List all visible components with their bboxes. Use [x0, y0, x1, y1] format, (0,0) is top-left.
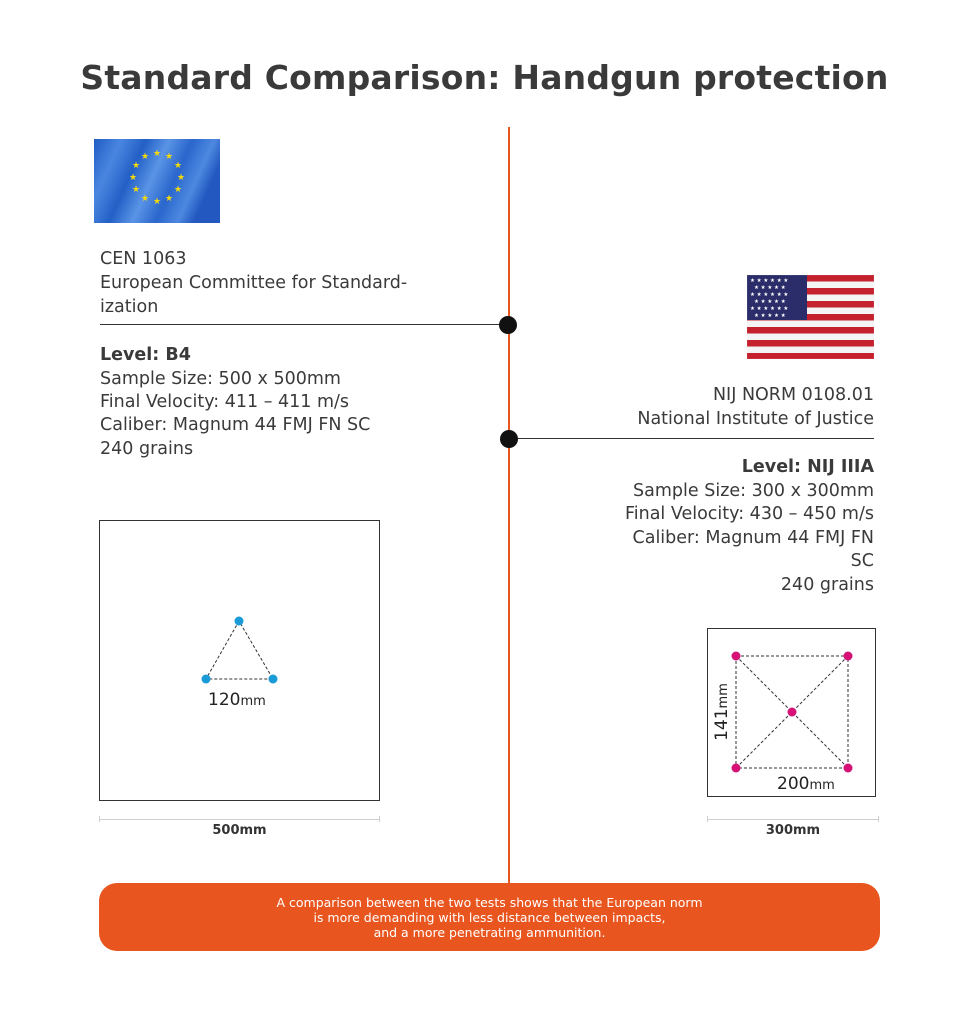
us-velocity: Final Velocity: 430 – 450 m/s [624, 504, 874, 524]
us-standard-code: NIJ NORM 0108.01 [712, 385, 874, 405]
us-impact-width-value: 200 [777, 774, 810, 794]
eu-organization-line1: European Committee for Standard- [100, 273, 408, 293]
us-impact-height-value: 141 [712, 708, 732, 741]
eu-scale-tick-left [99, 816, 100, 822]
us-level: Level: NIJ IIIA [741, 457, 874, 477]
svg-text:★: ★ [173, 161, 183, 171]
us-flag-icon [747, 275, 874, 359]
eu-standard-code: CEN 1063 [100, 249, 187, 269]
eu-scale-tick-right [379, 816, 380, 822]
eu-scale-line [99, 819, 380, 820]
svg-text:★: ★ [128, 173, 138, 183]
eu-grains: 240 grains [100, 439, 194, 459]
eu-impact-pattern [195, 612, 285, 688]
conclusion-line1: A comparison between the two tests shows that the European norm [276, 894, 703, 910]
eu-impact-point [202, 675, 211, 684]
us-impact-point [788, 708, 797, 717]
eu-impact-spacing-label [208, 690, 266, 710]
eu-impact-spacing-value: 120 [208, 690, 241, 710]
us-connector-dot [500, 430, 518, 448]
us-scale-tick-right [878, 816, 879, 822]
us-impact-point [844, 764, 853, 773]
eu-level: Level: B4 [100, 345, 191, 365]
us-impact-height-unit: mm [716, 683, 731, 709]
svg-text:★: ★ [164, 194, 174, 204]
svg-text:★ ★ ★ ★ ★: ★ ★ ★ ★ ★ [754, 313, 786, 319]
svg-text:★: ★ [131, 185, 141, 195]
us-connector-line [510, 438, 874, 439]
svg-text:★: ★ [173, 185, 183, 195]
eu-organization-line2: ization [100, 297, 159, 317]
us-sample-size: Sample Size: 300 x 300mm [633, 481, 874, 501]
us-impact-width-unit: mm [809, 778, 835, 793]
svg-text:★: ★ [176, 173, 186, 183]
us-impact-point [732, 652, 741, 661]
us-impact-point [732, 764, 741, 773]
eu-connector-dot [499, 316, 517, 334]
eu-velocity: Final Velocity: 411 – 411 m/s [100, 392, 350, 412]
svg-text:★ ★ ★ ★ ★ ★: ★ ★ ★ ★ ★ ★ [750, 278, 789, 284]
svg-text:★: ★ [152, 197, 162, 207]
svg-text:★ ★ ★ ★ ★ ★: ★ ★ ★ ★ ★ ★ [750, 292, 789, 298]
center-divider [508, 127, 510, 885]
eu-flag-icon [94, 139, 220, 223]
svg-text:★ ★ ★ ★ ★: ★ ★ ★ ★ ★ [754, 299, 786, 305]
conclusion-banner [99, 883, 880, 951]
us-scale-tick-left [707, 816, 708, 822]
conclusion-line2: is more demanding with less distance between impacts, [313, 909, 666, 925]
svg-text:★: ★ [131, 161, 141, 171]
svg-text:★: ★ [140, 152, 150, 162]
conclusion-line3: and a more penetrating ammunition. [373, 924, 606, 940]
svg-text:★: ★ [164, 152, 174, 162]
eu-impact-point [235, 617, 244, 626]
us-organization: National Institute of Justice [637, 409, 874, 429]
eu-impact-point [269, 675, 278, 684]
svg-text:★: ★ [152, 149, 162, 159]
us-grains: 240 grains [780, 575, 874, 595]
us-scale-line [707, 819, 879, 820]
eu-sample-width-label: 500mm [212, 823, 267, 838]
eu-connector-line [100, 324, 508, 325]
svg-text:★ ★ ★ ★ ★ ★: ★ ★ ★ ★ ★ ★ [750, 306, 789, 312]
us-impact-pattern [725, 646, 860, 778]
svg-text:★ ★ ★ ★ ★: ★ ★ ★ ★ ★ [754, 285, 786, 291]
us-impact-width-label [777, 774, 835, 794]
page-title: Standard Comparison: Handgun protection [80, 58, 889, 97]
eu-impact-spacing-unit: mm [240, 694, 266, 709]
us-caliber-line2: SC [850, 551, 874, 571]
us-caliber-line1: Caliber: Magnum 44 FMJ FN [632, 528, 874, 548]
svg-text:★: ★ [140, 194, 150, 204]
us-impact-height-label [712, 683, 732, 741]
eu-caliber: Caliber: Magnum 44 FMJ FN SC [100, 415, 371, 435]
eu-sample-size: Sample Size: 500 x 500mm [100, 369, 341, 389]
us-sample-width-label: 300mm [765, 823, 821, 838]
us-impact-point [844, 652, 853, 661]
